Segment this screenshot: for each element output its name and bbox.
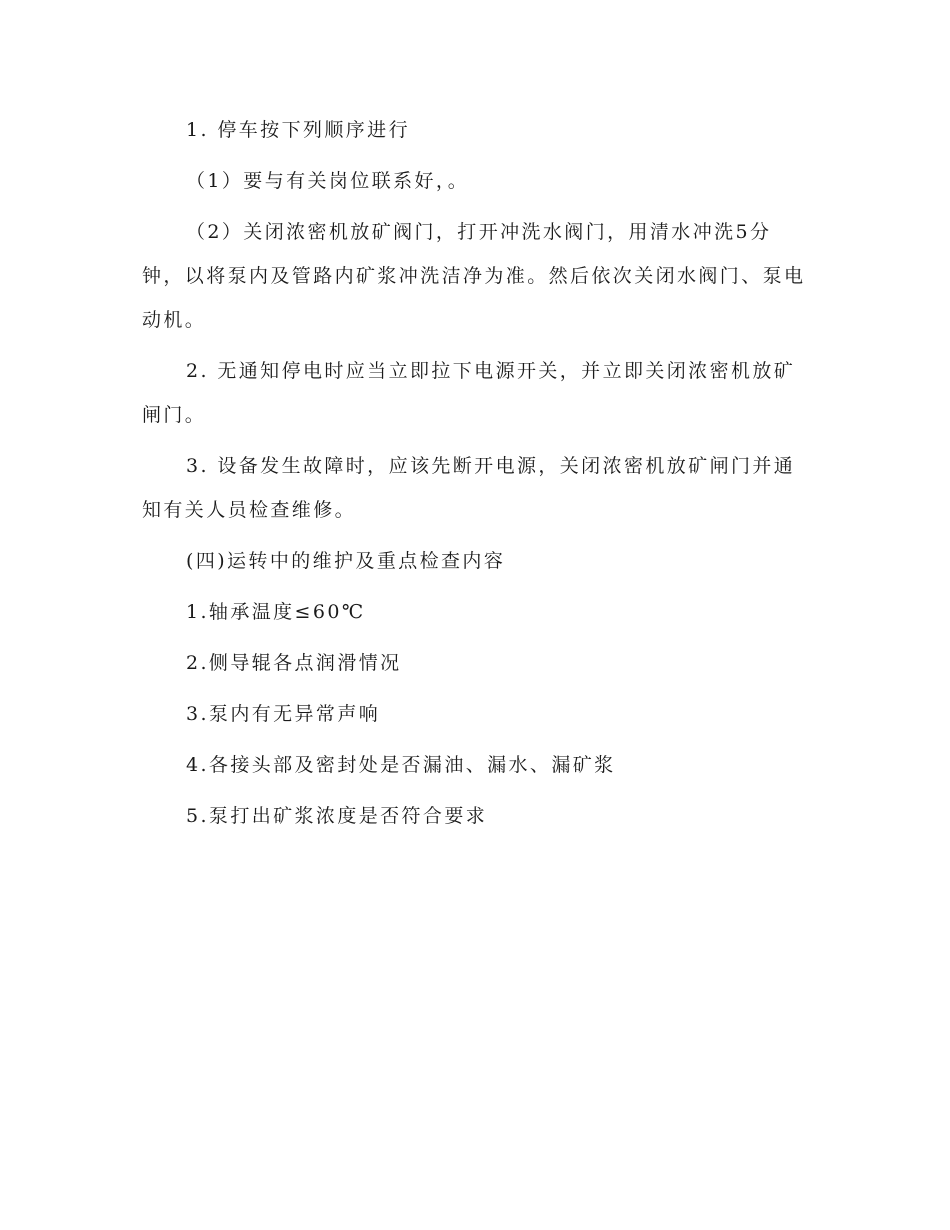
list-item-bearing-temperature: 1.轴承温度≤60℃ [186,601,366,623]
paragraph-step-2: （2）关闭浓密机放矿阀门，打开冲洗水阀门，用清水冲洗5分钟，以将泵内及管路内矿浆冲洗洁净为准。然后依次关闭水阀门、泵电动机。 [142,221,806,331]
paragraph-shutdown-order: 1. 停车按下列顺序进行 [186,119,410,141]
list-item-pump-noise: 3.泵内有无异常声响 [186,703,381,725]
list-item-slurry-concentration: 5.泵打出矿浆浓度是否符合要求 [186,805,488,827]
list-item-leak-check: 4.各接头部及密封处是否漏油、漏水、漏矿浆 [186,754,616,776]
section-heading-maintenance: (四)运转中的维护及重点检查内容 [186,550,506,572]
paragraph-equipment-fault: 3. 设备发生故障时，应该先断开电源，关闭浓密机放矿闸门并通知有关人员检查维修。 [142,455,796,521]
paragraph-step-1: （1）要与有关岗位联系好，。 [186,170,470,192]
paragraph-power-outage: 2. 无通知停电时应当立即拉下电源开关，并立即关闭浓密机放矿闸门。 [142,360,796,426]
list-item-guide-roller-lubrication: 2.侧导辊各点润滑情况 [186,652,402,674]
document-body [142,108,810,838]
